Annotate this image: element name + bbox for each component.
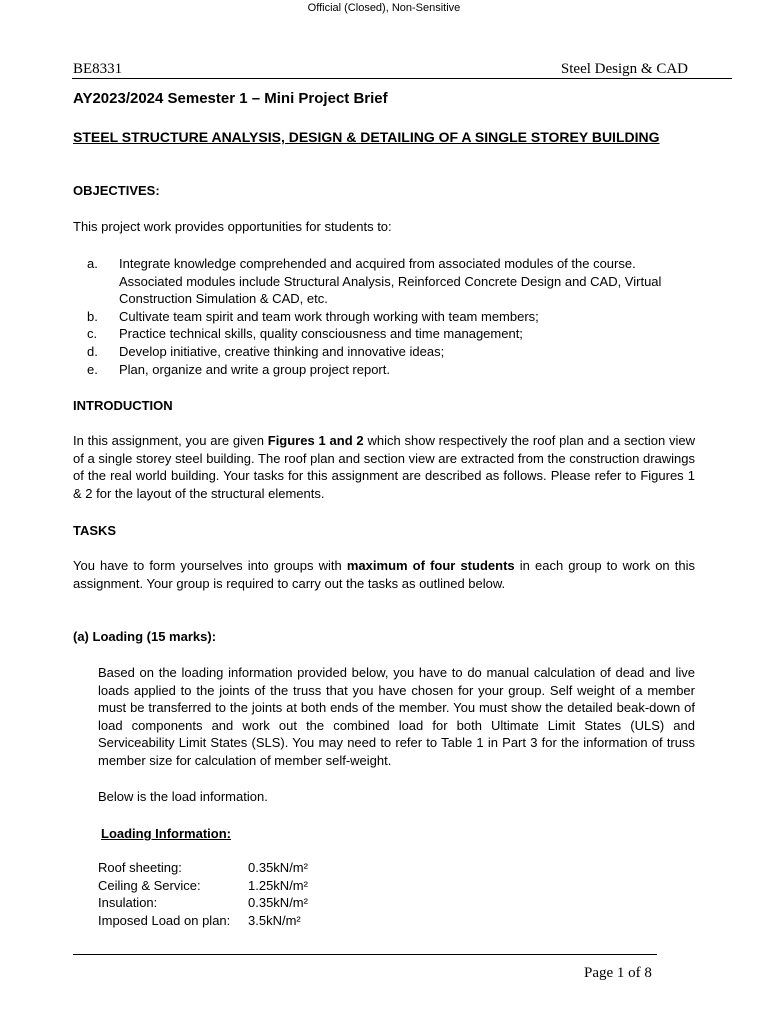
- classification-label: Official (Closed), Non-Sensitive: [307, 2, 461, 14]
- list-item: [87, 308, 697, 326]
- module-name: Steel Design & CAD: [560, 61, 688, 77]
- load-info-intro: Below is the load information.: [98, 789, 268, 804]
- tasks-text-start: You have to form yourselves into groups with: [73, 558, 347, 573]
- objectives-intro: This project work provides opportunities for students to:: [73, 219, 392, 234]
- load-value: 1.25kN/m²: [248, 877, 308, 893]
- introduction-paragraph: [73, 432, 695, 502]
- module-code: BE8331: [73, 61, 123, 77]
- loading-heading: (a) Loading (15 marks):: [73, 629, 217, 644]
- table-row: [98, 877, 308, 895]
- introduction-text-start: In this assignment, you are given: [73, 433, 268, 448]
- loading-paragraph: Based on the loading information provided below, you have to do manual calculation of dead and live loads applied to the joints of the truss that you have chosen for your group. Self weight of a member must be transferred to the joints at both ends of the member. You must show the detailed beak-down of load components and work out the combined load for both Ultimate Limit States (ULS) and Serviceability Limit States (SLS). You may need to refer to Table 1 in Part 3 for the information of truss member size for calculation of member self-weight.: [98, 665, 695, 768]
- objectives-list: [87, 255, 697, 378]
- loading-table: [98, 859, 308, 929]
- objectives-heading: OBJECTIVES:: [73, 183, 160, 198]
- table-row: [98, 894, 308, 912]
- footer-divider: [73, 954, 657, 955]
- tasks-paragraph: [73, 557, 695, 592]
- tasks-group-size: maximum of four students: [346, 558, 515, 573]
- load-label: Insulation:: [98, 895, 158, 911]
- load-value: 3.5kN/m²: [248, 912, 301, 928]
- introduction-figures-ref: Figures 1 and 2: [267, 433, 364, 448]
- list-item-text: Cultivate team spirit and team work through working with team members;: [119, 308, 539, 324]
- project-title: STEEL STRUCTURE ANALYSIS, DESIGN & DETAILING OF A SINGLE STOREY BUILDING: [73, 129, 660, 145]
- load-label: Imposed Load on plan:: [98, 912, 231, 928]
- tasks-heading: TASKS: [73, 523, 117, 538]
- list-marker: b.: [87, 308, 98, 324]
- load-label: Roof sheeting:: [98, 860, 182, 875]
- tasks-text-end: in each group to work on this assignment. Your group is required to carry out the tasks as outlined below.: [73, 558, 695, 591]
- list-marker: d.: [87, 343, 98, 359]
- introduction-heading: INTRODUCTION: [73, 398, 173, 413]
- loading-info-title: Loading Information:: [101, 826, 231, 841]
- list-marker: e.: [87, 361, 98, 377]
- list-item-text: Practice technical skills, quality consciousness and time management;: [119, 326, 523, 342]
- load-value: 0.35kN/m²: [248, 895, 308, 911]
- table-row: [98, 859, 308, 877]
- list-marker: c.: [87, 326, 98, 342]
- list-item: [87, 325, 697, 343]
- page-number: Page 1 of 8: [584, 965, 652, 981]
- list-item-text: Develop initiative, creative thinking and innovative ideas;: [119, 343, 445, 359]
- list-item: [87, 255, 697, 308]
- brief-title: AY2023/2024 Semester 1 – Mini Project Brief: [73, 90, 388, 107]
- load-label: Ceiling & Service:: [98, 877, 201, 893]
- list-item: [87, 343, 697, 361]
- table-row: [98, 912, 308, 930]
- list-item: [87, 361, 697, 379]
- load-value: 0.35kN/m²: [248, 860, 308, 875]
- introduction-text-end: which show respectively the roof plan and a section view of a single storey steel building. The roof plan and section view are extracted from the construction drawings of the real world building. Your tasks for this assignment are described as follows. Please refer to Figures 1 & 2 for the layout of the structural elements.: [73, 433, 695, 501]
- list-marker: a.: [87, 256, 98, 271]
- list-item-text: Integrate knowledge comprehended and acquired from associated modules of the course. Associated modules include Structural Analysis, Reinforced Concrete Design and CAD, Virtual Construction Simulation & CAD, etc.: [119, 256, 662, 307]
- list-item-text: Plan, organize and write a group project report.: [119, 361, 390, 377]
- header-divider: [72, 78, 732, 79]
